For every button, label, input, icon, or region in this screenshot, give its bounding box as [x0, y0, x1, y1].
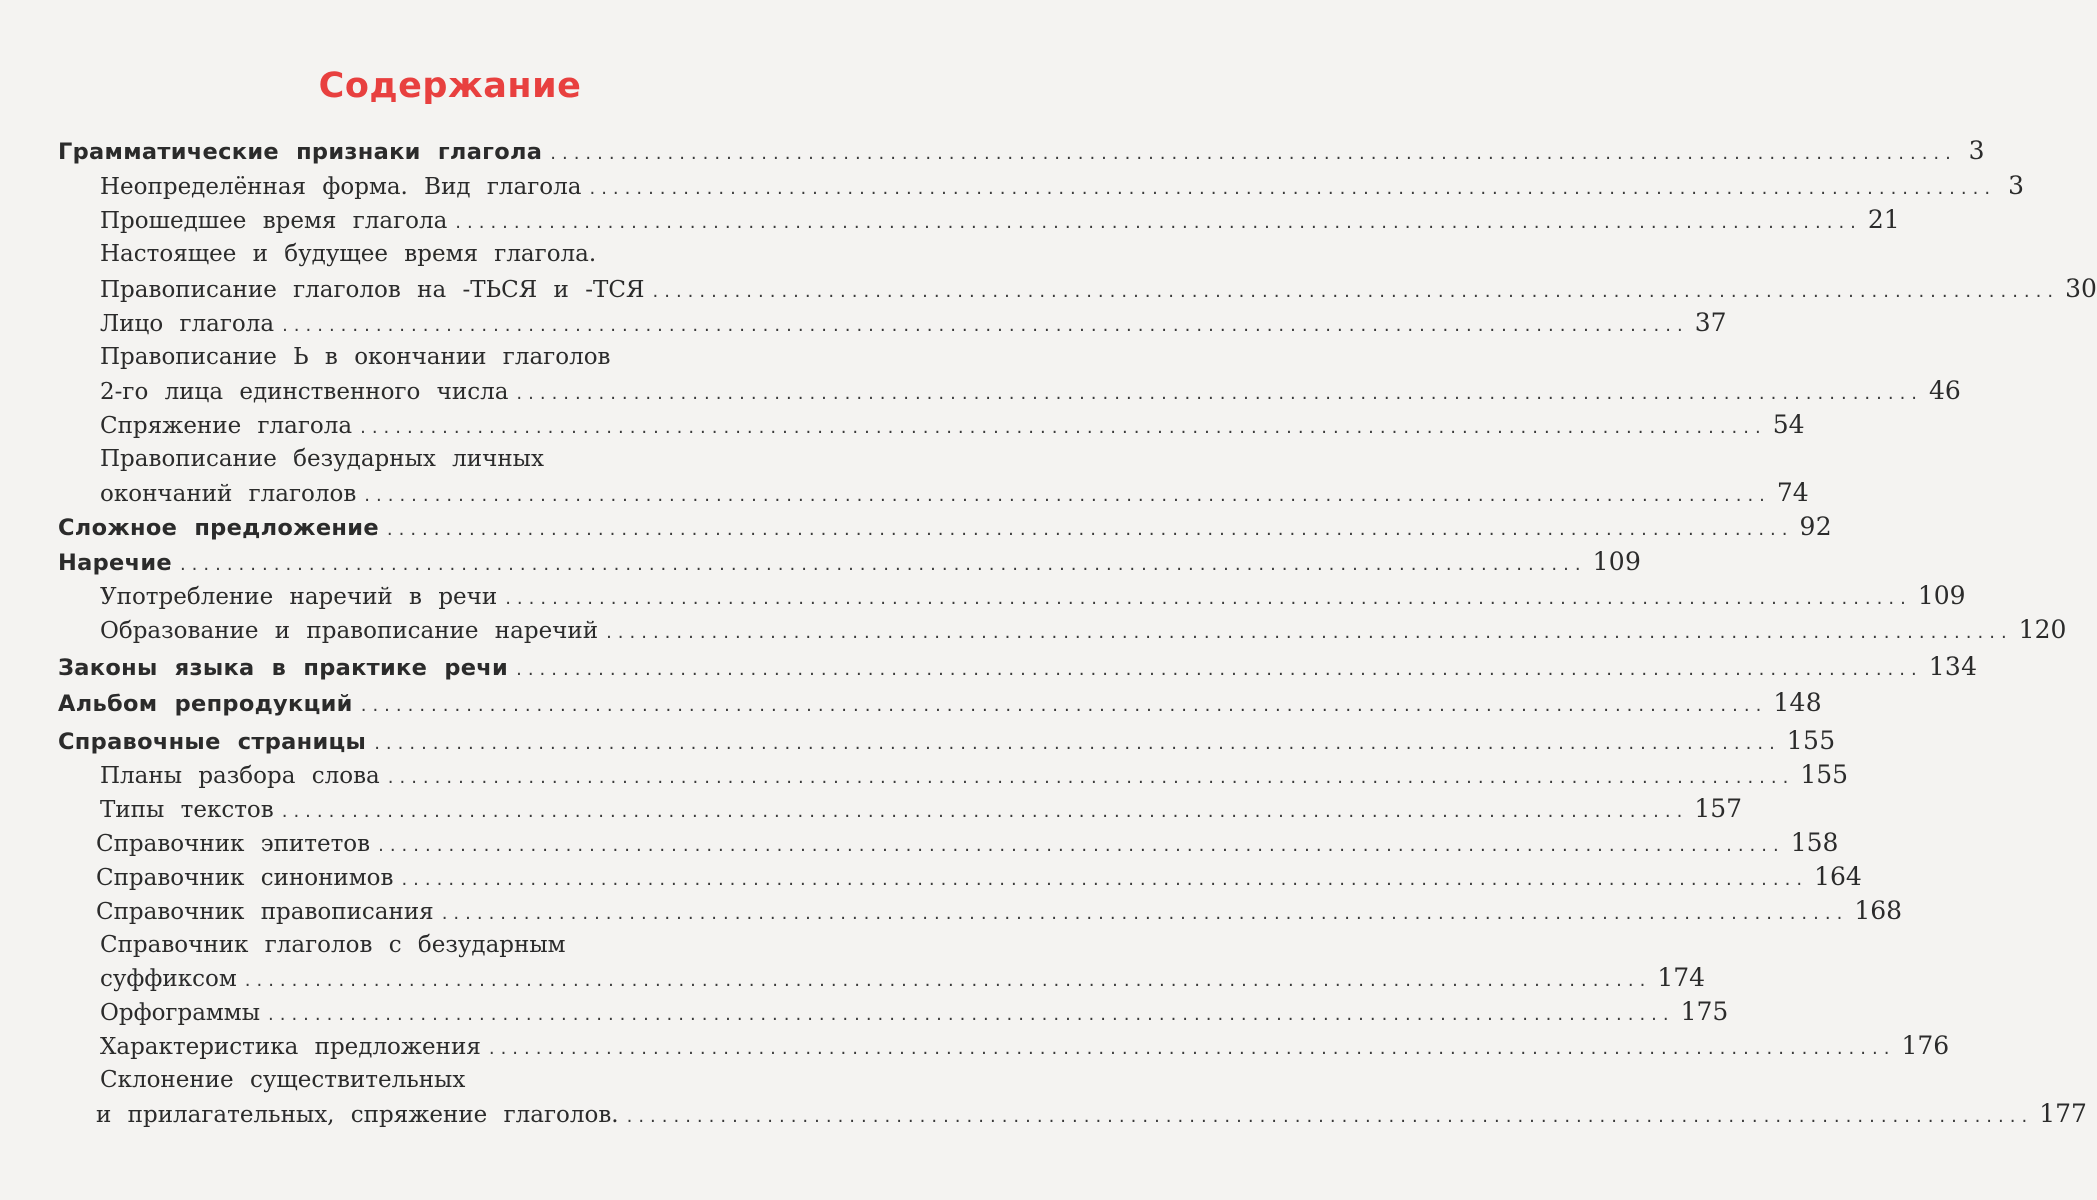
toc-page-number: 157: [1694, 794, 1743, 823]
toc-entry-label: Настоящее и будущее время глагола.: [100, 241, 597, 267]
page-title: Содержание: [318, 66, 582, 106]
dot-leader: ........................................................................................................................: [360, 417, 1767, 438]
toc-entry-label: Типы текстов: [100, 797, 274, 823]
toc-page-number: 148: [1773, 688, 1822, 717]
toc-entry-grammar-features[interactable]: [58, 135, 1985, 170]
toc-entry-label: Прошедшее время глагола: [100, 208, 448, 234]
toc-entry-label: Характеристика предложения: [100, 1034, 481, 1060]
dot-leader: ........................................................................................................................: [589, 178, 1997, 199]
dot-leader: ........................................................................................................................: [364, 485, 1771, 506]
toc-entry-soft-sign-line1[interactable]: [100, 341, 858, 373]
toc-entry-suffix-verbs-line1[interactable]: [100, 929, 858, 961]
toc-entry-label: Склонение существительных: [100, 1067, 466, 1093]
dot-leader: ........................................................................................................................: [401, 869, 1809, 890]
toc-entry-label: Законы языка в практике речи: [58, 655, 509, 681]
toc-entry-spelling[interactable]: [96, 895, 1903, 930]
toc-entry-adverb[interactable]: [58, 546, 1642, 581]
toc-entry-endings-line2[interactable]: [100, 477, 1809, 512]
toc-page-number: 3: [1968, 136, 1985, 165]
dot-leader: ........................................................................................................................: [244, 970, 1652, 991]
dot-leader: ........................................................................................................................: [179, 554, 1587, 575]
toc-entry-conjugation[interactable]: [100, 409, 1805, 444]
toc-entry-label: и прилагательных, спряжение глаголов.: [96, 1102, 619, 1128]
toc-page-number: 168: [1854, 896, 1903, 925]
toc-entry-word-analysis[interactable]: [100, 759, 1849, 794]
toc-entry-declension-line2[interactable]: [96, 1098, 2087, 1133]
toc-entry-label: Справочник эпитетов: [96, 831, 371, 857]
toc-entry-adverb-formation[interactable]: [100, 614, 2067, 649]
toc-entry-suffix-verbs-line2[interactable]: [100, 962, 1706, 997]
dot-leader: ........................................................................................................................: [652, 281, 2060, 302]
toc-page-number: 175: [1680, 997, 1729, 1026]
toc-entry-label: 2-го лица единственного числа: [100, 379, 509, 405]
toc-entry-label: Лицо глагола: [100, 311, 275, 337]
dot-leader: ........................................................................................................................: [387, 767, 1795, 788]
toc-entry-label: Употребление наречий в речи: [100, 584, 498, 610]
toc-page-number: 177: [2039, 1099, 2087, 1128]
toc-entry-label: Спряжение глагола: [100, 413, 353, 439]
toc-page-number: 21: [1867, 205, 1900, 234]
toc-page-number: 109: [1917, 581, 1966, 610]
toc-entry-soft-sign-line2[interactable]: [100, 375, 1961, 410]
toc-page-number: 37: [1694, 308, 1727, 337]
toc-entry-label: Неопределённая форма. Вид глагола: [100, 174, 582, 200]
toc-entry-text-types[interactable]: [100, 793, 1743, 828]
toc-entry-complex-sentence[interactable]: [58, 511, 1832, 546]
dot-leader: ........................................................................................................................: [374, 733, 1781, 754]
toc-entry-label: Орфограммы: [100, 1000, 261, 1026]
toc-entry-label: окончаний глаголов: [100, 481, 357, 507]
toc-entry-label: Альбом репродукций: [58, 691, 353, 717]
toc-page-number: 134: [1928, 652, 1978, 681]
dot-leader: ........................................................................................................................: [505, 588, 1912, 609]
toc-entry-past-tense[interactable]: [100, 204, 1900, 239]
toc-page-number: 155: [1800, 760, 1849, 789]
toc-entry-label: Наречие: [58, 550, 172, 576]
toc-entry-label: суффиксом: [100, 966, 237, 992]
toc-entry-present-future-line2[interactable]: [100, 273, 2097, 308]
toc-page-number: 30: [2065, 274, 2097, 303]
toc-entry-sentence-characteristics[interactable]: [100, 1030, 1950, 1065]
dot-leader: ........................................................................................................................: [281, 801, 1689, 822]
toc-entry-declension-line1[interactable]: [100, 1064, 858, 1096]
dot-leader: ........................................................................................................................: [488, 1038, 1896, 1059]
toc-entry-language-laws[interactable]: [58, 651, 1978, 686]
dot-leader: ........................................................................................................................: [516, 383, 1924, 404]
dot-leader: ........................................................................................................................: [550, 143, 1957, 164]
toc-page-number: 3: [2008, 171, 2025, 200]
toc-page-number: 54: [1772, 410, 1805, 439]
dot-leader: ........................................................................................................................: [606, 622, 2013, 643]
toc-entry-label: Правописание глаголов на -ТЬСЯ и -ТСЯ: [100, 277, 645, 303]
toc-page-number: 176: [1901, 1031, 1950, 1060]
toc-entry-label: Справочник синонимов: [96, 865, 394, 891]
toc-page-number: 164: [1814, 862, 1862, 891]
toc-page-number: 158: [1790, 828, 1839, 857]
dot-leader: ........................................................................................................................: [516, 659, 1923, 680]
toc-entry-orthograms[interactable]: [100, 996, 1729, 1031]
toc-entry-label: Справочник правописания: [96, 899, 434, 925]
toc-page-number: 155: [1786, 726, 1836, 755]
toc-entry-adverb-usage[interactable]: [100, 580, 1966, 615]
toc-page-number: 109: [1592, 547, 1642, 576]
dot-leader: ........................................................................................................................: [268, 1004, 1675, 1025]
dot-leader: ........................................................................................................................: [282, 315, 1689, 336]
toc-entry-label: Планы разбора слова: [100, 763, 380, 789]
toc-entry-endings-line1[interactable]: [100, 443, 858, 475]
toc-entry-person[interactable]: [100, 307, 1727, 342]
dot-leader: ........................................................................................................................: [441, 903, 1849, 924]
dot-leader: ........................................................................................................................: [378, 835, 1785, 856]
toc-entry-label: Грамматические признаки глагола: [58, 139, 543, 165]
dot-leader: ........................................................................................................................: [386, 519, 1794, 540]
toc-entry-label: Сложное предложение: [58, 515, 379, 541]
toc-page-number: 92: [1799, 512, 1832, 541]
toc-page-number: 174: [1657, 963, 1706, 992]
toc-entry-infinitive[interactable]: [100, 170, 2025, 205]
toc-entry-synonyms[interactable]: [96, 861, 1862, 896]
toc-entry-label: Образование и правописание наречий: [100, 618, 599, 644]
toc-page-number: 46: [1929, 376, 1961, 405]
dot-leader: ........................................................................................................................: [360, 695, 1768, 716]
toc-page-number: 120: [2018, 615, 2067, 644]
dot-leader: ........................................................................................................................: [626, 1106, 2034, 1127]
toc-entry-reference-pages[interactable]: [58, 725, 1836, 760]
toc-entry-present-future-line1[interactable]: [100, 238, 858, 270]
toc-entry-epithets[interactable]: [96, 827, 1839, 862]
toc-entry-label: Справочник глаголов с безударным: [100, 932, 566, 958]
toc-page-number: 74: [1776, 478, 1809, 507]
toc-entry-album[interactable]: [58, 687, 1822, 722]
toc-entry-label: Правописание безударных личных: [100, 446, 544, 472]
toc-entry-label: Справочные страницы: [58, 729, 367, 755]
dot-leader: ........................................................................................................................: [455, 212, 1862, 233]
toc-entry-label: Правописание Ь в окончании глаголов: [100, 344, 611, 370]
